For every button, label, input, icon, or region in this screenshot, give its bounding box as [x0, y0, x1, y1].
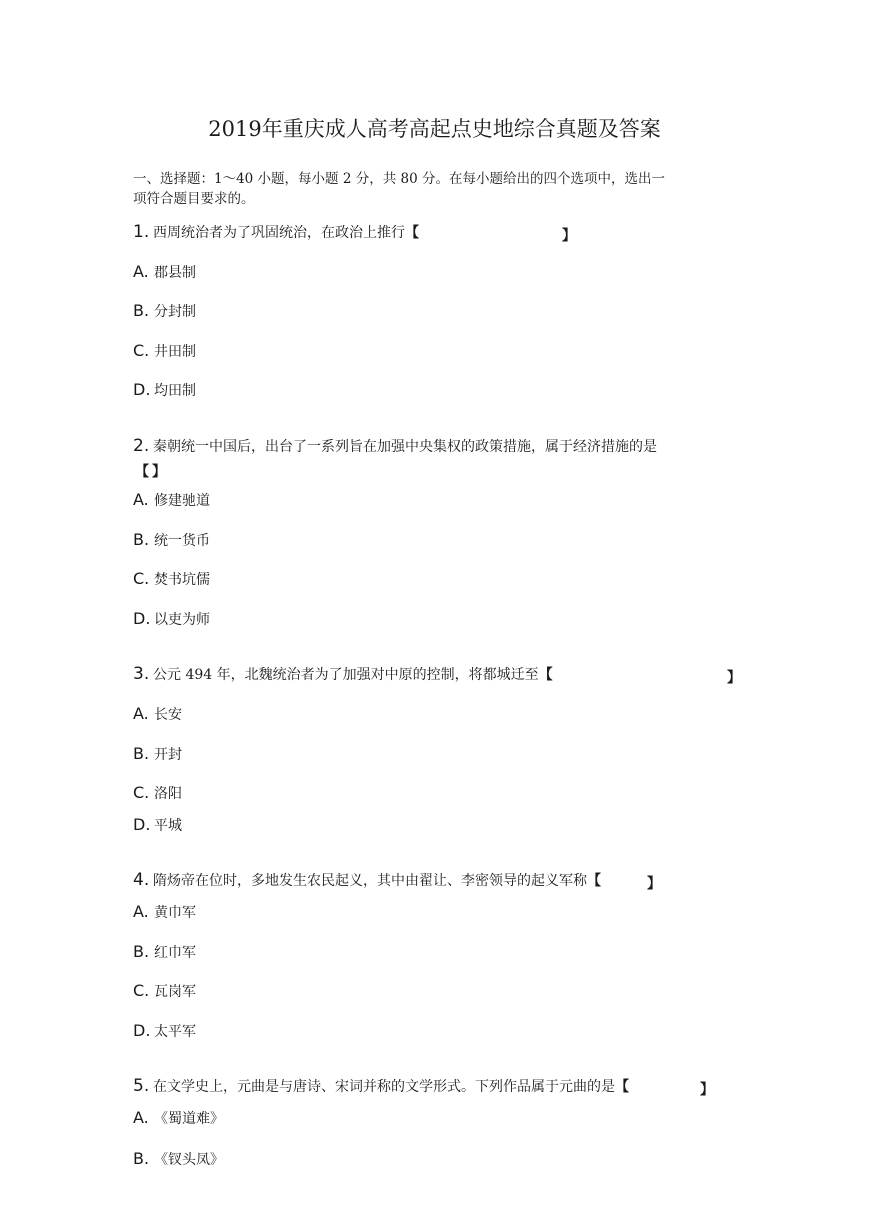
option-text: 瓦岗军: [154, 984, 196, 1000]
question-number: 4.: [133, 870, 150, 890]
question-number: 5.: [133, 1076, 150, 1096]
option-letter: C.: [133, 981, 150, 1000]
answer-bracket-open: 【: [135, 464, 149, 480]
option-letter: B.: [133, 301, 150, 320]
option-letter: A.: [133, 262, 149, 281]
option-letter: D.: [133, 815, 151, 834]
option-letter: A.: [133, 704, 149, 723]
question-number: 3.: [133, 664, 150, 684]
option-letter: C.: [133, 783, 150, 802]
option-letter: B.: [133, 1149, 150, 1168]
answer-bracket-close: 】: [152, 464, 166, 480]
option-c: [133, 341, 196, 361]
question-2: [133, 436, 657, 456]
option-b: [133, 1149, 224, 1169]
option-letter: C.: [133, 341, 150, 360]
option-letter: B.: [133, 942, 150, 961]
option-d: [133, 815, 182, 835]
instructions-line-1: 一、选择题：1～40 小题，每小题 2 分，共 80 分。在每小题给出的四个选项中，选出一: [133, 171, 665, 187]
option-c: [133, 981, 196, 1001]
question-text: 隋炀帝在位时，多地发生农民起义，其中由翟让、李密领导的起义军称: [153, 873, 587, 889]
question-1: [133, 222, 419, 242]
option-text: 郡县制: [154, 265, 196, 281]
option-text: 焚书坑儒: [154, 572, 210, 588]
option-letter: B.: [133, 530, 150, 549]
option-a: [133, 704, 182, 724]
question-text: 秦朝统一中国后，出台了一系列旨在加强中央集权的政策措施，属于经济措施的是: [153, 439, 657, 455]
page-title: 2019年重庆成人高考高起点史地综合真题及答案: [208, 117, 661, 141]
option-a: [133, 490, 210, 510]
option-b: [133, 530, 210, 550]
option-b: [133, 942, 196, 962]
option-text: 红巾军: [154, 945, 196, 961]
question-3: [133, 664, 553, 684]
option-b: [133, 301, 196, 321]
option-text: 以吏为师: [154, 612, 210, 628]
option-d: [133, 380, 196, 400]
answer-bracket-open: 【: [615, 1079, 629, 1095]
option-d: [133, 1021, 196, 1041]
option-text: 《钗头凤》: [154, 1152, 224, 1168]
question-text: 西周统治者为了巩固统治，在政治上推行: [153, 225, 405, 241]
option-letter: A.: [133, 490, 149, 509]
answer-bracket-open: 【: [538, 667, 553, 683]
option-text: 井田制: [154, 344, 196, 360]
answer-bracket-close: 】: [562, 228, 576, 244]
option-letter: D.: [133, 609, 151, 628]
option-a: [133, 902, 196, 922]
answer-bracket-close: 】: [700, 1082, 714, 1098]
option-text: 统一货币: [154, 533, 210, 549]
question-4: [133, 870, 601, 890]
option-text: 开封: [154, 747, 182, 763]
question-text: 在文学史上，元曲是与唐诗、宋词并称的文学形式。下列作品属于元曲的是: [153, 1079, 615, 1095]
option-c: [133, 783, 182, 803]
option-text: 黄巾军: [154, 905, 196, 921]
instructions-line-2: 项符合题目要求的。: [133, 191, 255, 207]
question-text: 公元 494 年，北魏统治者为了加强对中原的控制，将都城迁至: [153, 667, 539, 683]
option-a: [133, 262, 196, 282]
option-text: 洛阳: [154, 786, 182, 802]
answer-bracket-close: 】: [647, 876, 661, 892]
question-5: [133, 1076, 629, 1096]
option-letter: A.: [133, 1108, 149, 1127]
question-number: 2.: [133, 436, 150, 456]
answer-bracket-open: 【: [587, 873, 601, 889]
option-text: 平城: [154, 818, 182, 834]
option-letter: D.: [133, 380, 151, 399]
option-text: 长安: [154, 707, 182, 723]
answer-bracket-close: 】: [727, 670, 741, 686]
option-letter: C.: [133, 569, 150, 588]
option-letter: A.: [133, 902, 149, 921]
question-number: 1.: [133, 222, 150, 242]
option-text: 均田制: [154, 383, 196, 399]
option-letter: D.: [133, 1021, 151, 1040]
option-c: [133, 569, 210, 589]
option-letter: B.: [133, 744, 150, 763]
option-d: [133, 609, 210, 629]
option-b: [133, 744, 182, 764]
option-text: 修建驰道: [154, 493, 210, 509]
option-text: 太平军: [154, 1024, 196, 1040]
option-text: 分封制: [154, 304, 196, 320]
answer-bracket-open: 【: [405, 225, 419, 241]
option-text: 《蜀道难》: [154, 1111, 224, 1127]
option-a: [133, 1108, 224, 1128]
